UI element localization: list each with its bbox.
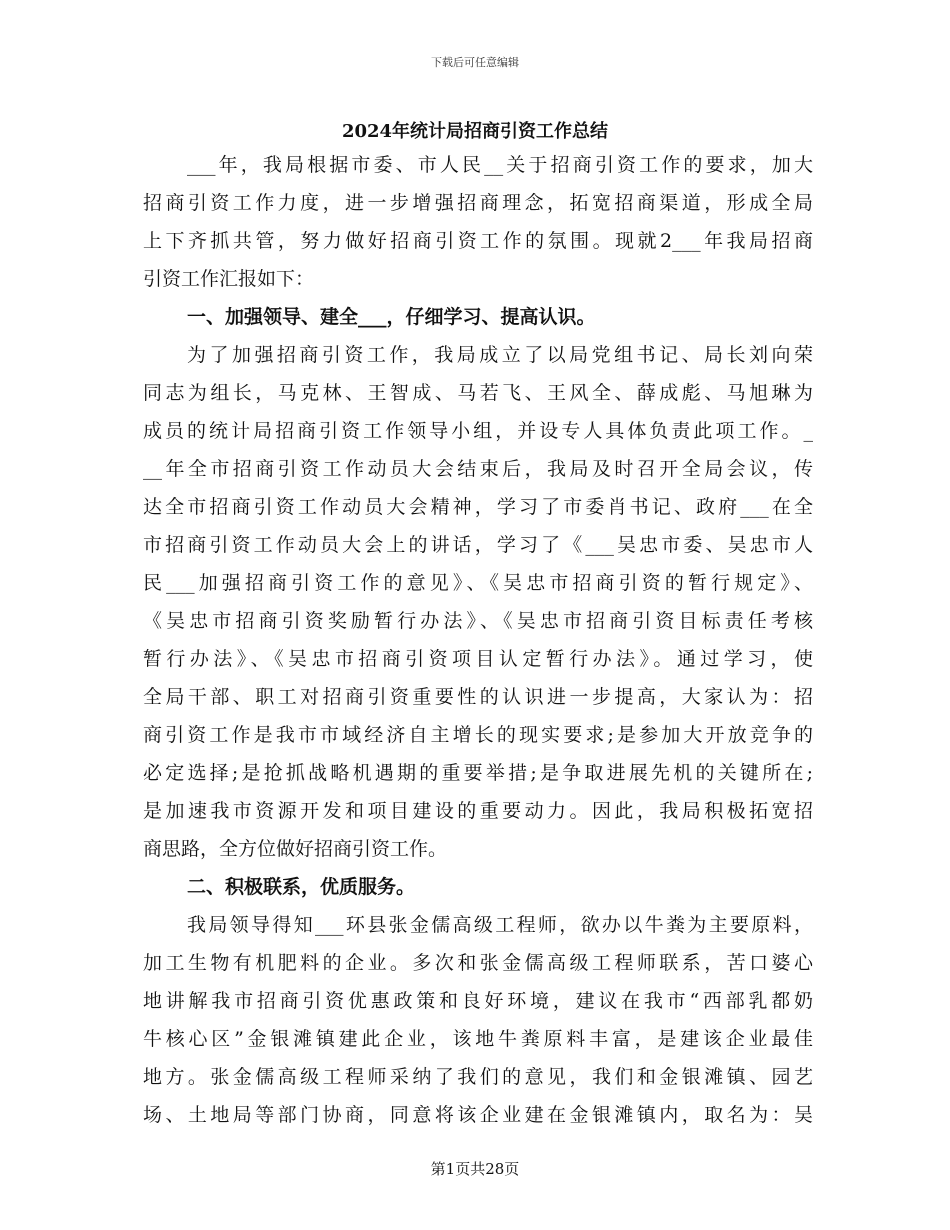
paragraph-3-line-4: 牛核心区”金银滩镇建此企业，该地牛粪原料丰富，是建该企业最佳 (143, 1028, 813, 1050)
paragraph-2-line-14: 商思路，全方位做好招商引资工作。 (143, 838, 448, 860)
paragraph-2-line-1: 为了加强招商引资工作，我局成立了以局党组书记、局长刘向荣 (187, 344, 813, 366)
document-title: 2024年统计局招商引资工作总结 (341, 121, 609, 142)
paragraph-2-line-4: __年全市招商引资工作动员大会结束后，我局及时召开全局会议，传 (143, 458, 813, 480)
paragraph-3-line-2: 加工生物有机肥料的企业。多次和张金儒高级工程师联系，苦口婆心 (143, 952, 813, 974)
paragraph-2-line-9: 暂行办法》、《吴忠市招商引资项目认定暂行办法》。通过学习，使 (143, 648, 813, 670)
section-heading-2: 二、积极联系，优质服务。 (187, 876, 416, 898)
paragraph-2-line-3: 成员的统计局招商引资工作领导小组，并设专人具体负责此项工作。_ (143, 420, 813, 442)
page-header: 下载后可任意编辑 (431, 56, 519, 69)
paragraph-3-line-3: 地讲解我市招商引资优惠政策和良好环境，建议在我市“西部乳都奶 (143, 990, 813, 1012)
paragraph-3-line-5: 地方。张金儒高级工程师采纳了我们的意见，我们和金银滩镇、园艺 (143, 1066, 813, 1088)
paragraph-3-line-6: 场、土地局等部门协商，同意将该企业建在金银滩镇内，取名为：吴 (143, 1104, 813, 1126)
document-body (143, 146, 813, 1134)
paragraph-2-line-10: 全局干部、职工对招商引资重要性的认识进一步提高，大家认为：招 (143, 686, 813, 708)
paragraph-1-line-1: ___年，我局根据市委、市人民__关于招商引资工作的要求，加大 (187, 154, 813, 176)
paragraph-2-line-8: 《吴忠市招商引资奖励暂行办法》、《吴忠市招商引资目标责任考核 (143, 610, 813, 632)
paragraph-2-line-2: 同志为组长，马克林、王智成、马若飞、王风全、薛成彪、马旭琳为 (143, 382, 813, 404)
page-number: 第1页共28页 (430, 1160, 520, 1178)
paragraph-2-line-12: 必定选择;是抢抓战略机遇期的重要举措;是争取进展先机的关键所在; (143, 762, 813, 784)
paragraph-2-line-13: 是加速我市资源开发和项目建设的重要动力。因此，我局积极拓宽招 (143, 800, 813, 822)
section-heading-1: 一、加强领导、建全___，仔细学习、提高认识。 (187, 306, 596, 328)
paragraph-2-line-5: 达全市招商引资工作动员大会精神，学习了市委肖书记、政府___在全 (143, 496, 813, 518)
paragraph-2-line-6: 市招商引资工作动员大会上的讲话，学习了《___吴忠市委、吴忠市人 (143, 534, 813, 556)
paragraph-1-line-4: 引资工作汇报如下： (143, 268, 315, 290)
paragraph-1-line-3: 上下齐抓共管，努力做好招商引资工作的氛围。现就2___年我局招商 (143, 230, 813, 252)
paragraph-1-line-2: 招商引资工作力度，进一步增强招商理念，拓宽招商渠道，形成全局 (143, 192, 813, 214)
paragraph-2-line-7: 民___加强招商引资工作的意见》、《吴忠市招商引资的暂行规定》、 (143, 572, 813, 594)
paragraph-3-line-1: 我局领导得知___环县张金儒高级工程师，欲办以牛粪为主要原料， (187, 914, 813, 936)
paragraph-2-line-11: 商引资工作是我市市域经济自主增长的现实要求;是参加大开放竞争的 (143, 724, 813, 746)
